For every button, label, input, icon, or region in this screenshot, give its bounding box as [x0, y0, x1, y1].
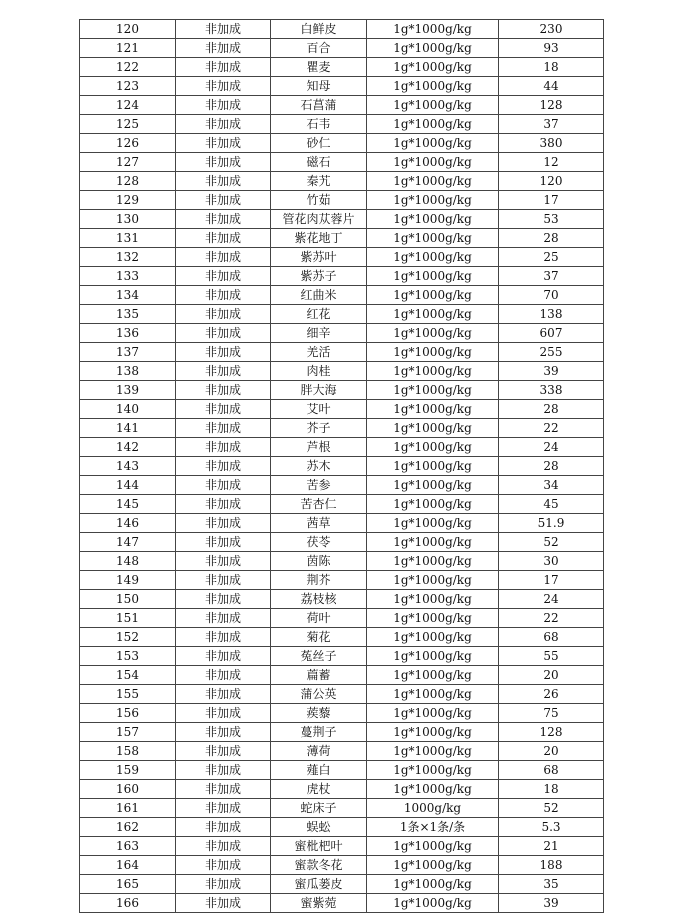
row-number-cell: 120	[80, 20, 176, 39]
row-number-cell: 165	[80, 875, 176, 894]
category-cell: 非加成	[176, 58, 271, 77]
price-cell: 188	[499, 856, 604, 875]
category-cell: 非加成	[176, 495, 271, 514]
spec-cell: 1g*1000g/kg	[367, 628, 499, 647]
row-number-cell: 129	[80, 191, 176, 210]
herb-name-cell: 蜜瓜蒌皮	[271, 875, 367, 894]
category-cell: 非加成	[176, 191, 271, 210]
table-row	[80, 438, 604, 457]
table-row	[80, 742, 604, 761]
spec-cell: 1000g/kg	[367, 799, 499, 818]
category-cell: 非加成	[176, 799, 271, 818]
spec-cell: 1g*1000g/kg	[367, 343, 499, 362]
herb-name-cell: 蒺藜	[271, 704, 367, 723]
price-cell: 18	[499, 780, 604, 799]
category-cell: 非加成	[176, 286, 271, 305]
spec-cell: 1g*1000g/kg	[367, 96, 499, 115]
table-row	[80, 381, 604, 400]
spec-cell: 1g*1000g/kg	[367, 742, 499, 761]
herb-name-cell: 芦根	[271, 438, 367, 457]
herb-name-cell: 苦杏仁	[271, 495, 367, 514]
price-cell: 37	[499, 115, 604, 134]
herb-name-cell: 芥子	[271, 419, 367, 438]
price-cell: 53	[499, 210, 604, 229]
row-number-cell: 140	[80, 400, 176, 419]
category-cell: 非加成	[176, 77, 271, 96]
category-cell: 非加成	[176, 172, 271, 191]
herb-name-cell: 细辛	[271, 324, 367, 343]
herb-price-table	[79, 19, 604, 913]
table-row	[80, 552, 604, 571]
category-cell: 非加成	[176, 723, 271, 742]
price-cell: 75	[499, 704, 604, 723]
price-cell: 68	[499, 761, 604, 780]
table-row	[80, 457, 604, 476]
herb-name-cell: 砂仁	[271, 134, 367, 153]
category-cell: 非加成	[176, 666, 271, 685]
row-number-cell: 157	[80, 723, 176, 742]
price-cell: 35	[499, 875, 604, 894]
herb-name-cell: 竹茹	[271, 191, 367, 210]
row-number-cell: 123	[80, 77, 176, 96]
table-row	[80, 191, 604, 210]
table-row	[80, 286, 604, 305]
table-row	[80, 172, 604, 191]
row-number-cell: 156	[80, 704, 176, 723]
category-cell: 非加成	[176, 742, 271, 761]
herb-name-cell: 蛇床子	[271, 799, 367, 818]
spec-cell: 1g*1000g/kg	[367, 609, 499, 628]
category-cell: 非加成	[176, 856, 271, 875]
herb-name-cell: 荷叶	[271, 609, 367, 628]
herb-name-cell: 蜜款冬花	[271, 856, 367, 875]
row-number-cell: 138	[80, 362, 176, 381]
table-row	[80, 685, 604, 704]
price-cell: 37	[499, 267, 604, 286]
spec-cell: 1g*1000g/kg	[367, 552, 499, 571]
price-cell: 93	[499, 39, 604, 58]
category-cell: 非加成	[176, 400, 271, 419]
price-cell: 17	[499, 571, 604, 590]
herb-name-cell: 茜草	[271, 514, 367, 533]
row-number-cell: 127	[80, 153, 176, 172]
spec-cell: 1g*1000g/kg	[367, 723, 499, 742]
row-number-cell: 155	[80, 685, 176, 704]
price-cell: 70	[499, 286, 604, 305]
price-cell: 28	[499, 229, 604, 248]
table-row	[80, 58, 604, 77]
herb-name-cell: 苏木	[271, 457, 367, 476]
row-number-cell: 160	[80, 780, 176, 799]
spec-cell: 1g*1000g/kg	[367, 685, 499, 704]
spec-cell: 1g*1000g/kg	[367, 267, 499, 286]
spec-cell: 1g*1000g/kg	[367, 286, 499, 305]
spec-cell: 1g*1000g/kg	[367, 58, 499, 77]
table-row	[80, 153, 604, 172]
price-cell: 39	[499, 894, 604, 913]
category-cell: 非加成	[176, 704, 271, 723]
herb-name-cell: 苦参	[271, 476, 367, 495]
table-row	[80, 628, 604, 647]
category-cell: 非加成	[176, 39, 271, 58]
row-number-cell: 162	[80, 818, 176, 837]
table-row	[80, 305, 604, 324]
spec-cell: 1g*1000g/kg	[367, 590, 499, 609]
row-number-cell: 136	[80, 324, 176, 343]
table-row	[80, 761, 604, 780]
category-cell: 非加成	[176, 552, 271, 571]
row-number-cell: 137	[80, 343, 176, 362]
spec-cell: 1g*1000g/kg	[367, 305, 499, 324]
row-number-cell: 142	[80, 438, 176, 457]
table-row	[80, 590, 604, 609]
category-cell: 非加成	[176, 837, 271, 856]
price-cell: 34	[499, 476, 604, 495]
spec-cell: 1g*1000g/kg	[367, 495, 499, 514]
herb-name-cell: 红曲米	[271, 286, 367, 305]
row-number-cell: 135	[80, 305, 176, 324]
row-number-cell: 132	[80, 248, 176, 267]
category-cell: 非加成	[176, 894, 271, 913]
category-cell: 非加成	[176, 305, 271, 324]
category-cell: 非加成	[176, 761, 271, 780]
row-number-cell: 153	[80, 647, 176, 666]
table-row	[80, 248, 604, 267]
table-row	[80, 837, 604, 856]
price-cell: 21	[499, 837, 604, 856]
price-cell: 39	[499, 362, 604, 381]
category-cell: 非加成	[176, 115, 271, 134]
category-cell: 非加成	[176, 438, 271, 457]
spec-cell: 1g*1000g/kg	[367, 856, 499, 875]
herb-name-cell: 紫苏叶	[271, 248, 367, 267]
price-cell: 120	[499, 172, 604, 191]
category-cell: 非加成	[176, 514, 271, 533]
row-number-cell: 151	[80, 609, 176, 628]
price-cell: 138	[499, 305, 604, 324]
price-cell: 338	[499, 381, 604, 400]
spec-cell: 1g*1000g/kg	[367, 875, 499, 894]
herb-name-cell: 瞿麦	[271, 58, 367, 77]
category-cell: 非加成	[176, 229, 271, 248]
category-cell: 非加成	[176, 609, 271, 628]
price-cell: 68	[499, 628, 604, 647]
herb-name-cell: 知母	[271, 77, 367, 96]
herb-name-cell: 茯苓	[271, 533, 367, 552]
price-cell: 51.9	[499, 514, 604, 533]
herb-name-cell: 菟丝子	[271, 647, 367, 666]
herb-name-cell: 胖大海	[271, 381, 367, 400]
table-row	[80, 400, 604, 419]
table-row	[80, 609, 604, 628]
spec-cell: 1g*1000g/kg	[367, 77, 499, 96]
row-number-cell: 143	[80, 457, 176, 476]
category-cell: 非加成	[176, 324, 271, 343]
category-cell: 非加成	[176, 780, 271, 799]
herb-name-cell: 薤白	[271, 761, 367, 780]
category-cell: 非加成	[176, 590, 271, 609]
table-row	[80, 343, 604, 362]
table-row	[80, 96, 604, 115]
row-number-cell: 130	[80, 210, 176, 229]
price-cell: 22	[499, 609, 604, 628]
spec-cell: 1g*1000g/kg	[367, 115, 499, 134]
spec-cell: 1g*1000g/kg	[367, 476, 499, 495]
table-row	[80, 229, 604, 248]
row-number-cell: 154	[80, 666, 176, 685]
row-number-cell: 149	[80, 571, 176, 590]
table-row	[80, 267, 604, 286]
row-number-cell: 131	[80, 229, 176, 248]
spec-cell: 1g*1000g/kg	[367, 894, 499, 913]
herb-name-cell: 蜜枇杷叶	[271, 837, 367, 856]
spec-cell: 1g*1000g/kg	[367, 419, 499, 438]
row-number-cell: 128	[80, 172, 176, 191]
price-cell: 28	[499, 400, 604, 419]
category-cell: 非加成	[176, 210, 271, 229]
price-cell: 24	[499, 438, 604, 457]
price-cell: 22	[499, 419, 604, 438]
herb-name-cell: 茵陈	[271, 552, 367, 571]
spec-cell: 1g*1000g/kg	[367, 134, 499, 153]
price-cell: 18	[499, 58, 604, 77]
table-row	[80, 419, 604, 438]
price-cell: 52	[499, 533, 604, 552]
price-cell: 24	[499, 590, 604, 609]
spec-cell: 1g*1000g/kg	[367, 761, 499, 780]
spec-cell: 1g*1000g/kg	[367, 533, 499, 552]
spec-cell: 1g*1000g/kg	[367, 362, 499, 381]
category-cell: 非加成	[176, 381, 271, 400]
row-number-cell: 126	[80, 134, 176, 153]
price-cell: 230	[499, 20, 604, 39]
row-number-cell: 161	[80, 799, 176, 818]
row-number-cell: 158	[80, 742, 176, 761]
table-row	[80, 476, 604, 495]
spec-cell: 1g*1000g/kg	[367, 837, 499, 856]
herb-name-cell: 虎杖	[271, 780, 367, 799]
row-number-cell: 121	[80, 39, 176, 58]
row-number-cell: 124	[80, 96, 176, 115]
spec-cell: 1g*1000g/kg	[367, 172, 499, 191]
table-row	[80, 818, 604, 837]
price-cell: 55	[499, 647, 604, 666]
herb-name-cell: 萹蓄	[271, 666, 367, 685]
herb-name-cell: 肉桂	[271, 362, 367, 381]
price-cell: 20	[499, 742, 604, 761]
category-cell: 非加成	[176, 533, 271, 552]
table-row	[80, 514, 604, 533]
table-row	[80, 115, 604, 134]
herb-name-cell: 秦艽	[271, 172, 367, 191]
table-row	[80, 39, 604, 58]
table-row	[80, 780, 604, 799]
row-number-cell: 134	[80, 286, 176, 305]
price-cell: 128	[499, 96, 604, 115]
price-cell: 52	[499, 799, 604, 818]
category-cell: 非加成	[176, 818, 271, 837]
herb-name-cell: 白鲜皮	[271, 20, 367, 39]
herb-name-cell: 管花肉苁蓉片	[271, 210, 367, 229]
table-row	[80, 571, 604, 590]
row-number-cell: 141	[80, 419, 176, 438]
spec-cell: 1g*1000g/kg	[367, 324, 499, 343]
table-row	[80, 894, 604, 913]
table-row	[80, 647, 604, 666]
spec-cell: 1g*1000g/kg	[367, 666, 499, 685]
table-row	[80, 856, 604, 875]
category-cell: 非加成	[176, 476, 271, 495]
row-number-cell: 145	[80, 495, 176, 514]
row-number-cell: 144	[80, 476, 176, 495]
category-cell: 非加成	[176, 20, 271, 39]
price-cell: 26	[499, 685, 604, 704]
row-number-cell: 146	[80, 514, 176, 533]
table-row	[80, 134, 604, 153]
category-cell: 非加成	[176, 685, 271, 704]
row-number-cell: 147	[80, 533, 176, 552]
price-cell: 44	[499, 77, 604, 96]
table-row	[80, 875, 604, 894]
table-row	[80, 723, 604, 742]
price-cell: 20	[499, 666, 604, 685]
herb-name-cell: 荔枝核	[271, 590, 367, 609]
row-number-cell: 159	[80, 761, 176, 780]
table-row	[80, 704, 604, 723]
herb-name-cell: 百合	[271, 39, 367, 58]
spec-cell: 1g*1000g/kg	[367, 400, 499, 419]
table-row	[80, 20, 604, 39]
herb-name-cell: 菊花	[271, 628, 367, 647]
table-row	[80, 533, 604, 552]
row-number-cell: 164	[80, 856, 176, 875]
table-body	[80, 20, 604, 913]
spec-cell: 1g*1000g/kg	[367, 514, 499, 533]
table-row	[80, 362, 604, 381]
herb-name-cell: 蔓荆子	[271, 723, 367, 742]
price-cell: 380	[499, 134, 604, 153]
row-number-cell: 148	[80, 552, 176, 571]
category-cell: 非加成	[176, 134, 271, 153]
table-row	[80, 799, 604, 818]
row-number-cell: 139	[80, 381, 176, 400]
table-row	[80, 666, 604, 685]
category-cell: 非加成	[176, 96, 271, 115]
price-cell: 128	[499, 723, 604, 742]
herb-name-cell: 蒲公英	[271, 685, 367, 704]
price-cell: 45	[499, 495, 604, 514]
herb-name-cell: 紫苏子	[271, 267, 367, 286]
herb-name-cell: 紫花地丁	[271, 229, 367, 248]
spec-cell: 1g*1000g/kg	[367, 210, 499, 229]
price-cell: 30	[499, 552, 604, 571]
herb-name-cell: 蜈蚣	[271, 818, 367, 837]
category-cell: 非加成	[176, 362, 271, 381]
spec-cell: 1g*1000g/kg	[367, 647, 499, 666]
spec-cell: 1g*1000g/kg	[367, 381, 499, 400]
price-cell: 12	[499, 153, 604, 172]
spec-cell: 1g*1000g/kg	[367, 704, 499, 723]
category-cell: 非加成	[176, 343, 271, 362]
row-number-cell: 152	[80, 628, 176, 647]
table-row	[80, 495, 604, 514]
price-cell: 255	[499, 343, 604, 362]
spec-cell: 1g*1000g/kg	[367, 229, 499, 248]
row-number-cell: 163	[80, 837, 176, 856]
category-cell: 非加成	[176, 628, 271, 647]
price-cell: 28	[499, 457, 604, 476]
herb-name-cell: 红花	[271, 305, 367, 324]
category-cell: 非加成	[176, 457, 271, 476]
herb-name-cell: 羌活	[271, 343, 367, 362]
row-number-cell: 150	[80, 590, 176, 609]
spec-cell: 1g*1000g/kg	[367, 39, 499, 58]
category-cell: 非加成	[176, 571, 271, 590]
price-cell: 17	[499, 191, 604, 210]
category-cell: 非加成	[176, 248, 271, 267]
category-cell: 非加成	[176, 267, 271, 286]
category-cell: 非加成	[176, 647, 271, 666]
price-cell: 607	[499, 324, 604, 343]
category-cell: 非加成	[176, 419, 271, 438]
herb-name-cell: 艾叶	[271, 400, 367, 419]
herb-name-cell: 石韦	[271, 115, 367, 134]
spec-cell: 1g*1000g/kg	[367, 191, 499, 210]
spec-cell: 1g*1000g/kg	[367, 153, 499, 172]
herb-name-cell: 石菖蒲	[271, 96, 367, 115]
row-number-cell: 166	[80, 894, 176, 913]
category-cell: 非加成	[176, 875, 271, 894]
category-cell: 非加成	[176, 153, 271, 172]
herb-name-cell: 蜜紫菀	[271, 894, 367, 913]
price-cell: 25	[499, 248, 604, 267]
herb-name-cell: 薄荷	[271, 742, 367, 761]
spec-cell: 1g*1000g/kg	[367, 571, 499, 590]
price-cell: 5.3	[499, 818, 604, 837]
table-row	[80, 324, 604, 343]
table-row	[80, 210, 604, 229]
herb-name-cell: 磁石	[271, 153, 367, 172]
row-number-cell: 122	[80, 58, 176, 77]
spec-cell: 1g*1000g/kg	[367, 438, 499, 457]
spec-cell: 1g*1000g/kg	[367, 780, 499, 799]
spec-cell: 1g*1000g/kg	[367, 20, 499, 39]
spec-cell: 1g*1000g/kg	[367, 457, 499, 476]
row-number-cell: 125	[80, 115, 176, 134]
row-number-cell: 133	[80, 267, 176, 286]
spec-cell: 1g*1000g/kg	[367, 248, 499, 267]
table-row	[80, 77, 604, 96]
herb-name-cell: 荆芥	[271, 571, 367, 590]
spec-cell: 1条×1条/条	[367, 818, 499, 837]
